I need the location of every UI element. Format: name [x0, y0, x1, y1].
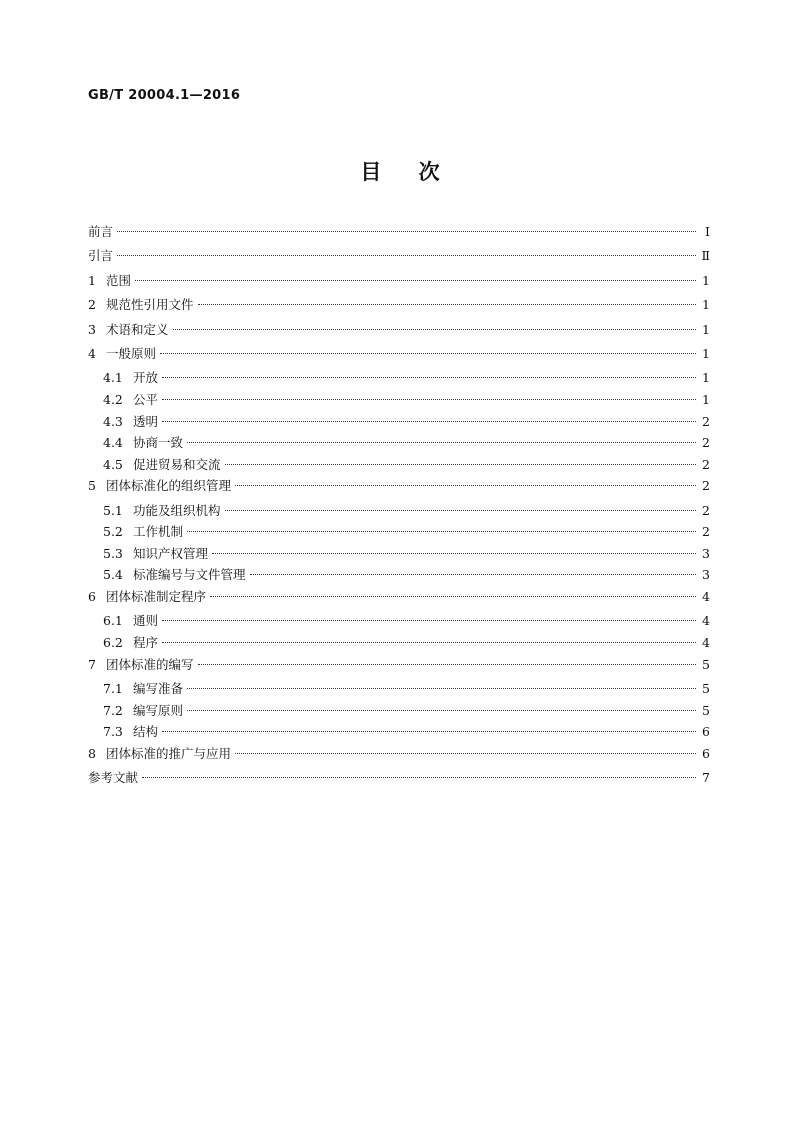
toc-entry[interactable]: [88, 222, 710, 246]
toc-entry-page-number: 6: [702, 724, 710, 740]
dot-leader: [162, 399, 696, 400]
toc-entry[interactable]: [88, 565, 710, 587]
toc-entry-label: 团体标准化的组织管理: [106, 478, 232, 494]
toc-entry-number: 8: [88, 745, 96, 761]
dot-leader: [198, 304, 696, 305]
toc-entry[interactable]: [88, 433, 710, 455]
toc-entry[interactable]: [88, 679, 710, 701]
toc-entry-label: 通则: [133, 613, 159, 629]
toc-entry-page-number: 2: [702, 524, 710, 540]
toc-entry-number: 7.1: [103, 681, 123, 697]
dot-leader: [117, 231, 696, 232]
toc-entry[interactable]: [88, 722, 710, 744]
toc-entry-number: 6: [88, 589, 96, 605]
toc-entry[interactable]: [88, 587, 710, 611]
dot-leader: [162, 642, 696, 643]
dot-leader: [160, 353, 696, 354]
toc-entry-page-number: 1: [702, 272, 710, 288]
toc-entry-label: 编写原则: [133, 702, 184, 718]
toc-entry[interactable]: [88, 246, 710, 270]
dot-leader: [250, 574, 696, 575]
dot-leader: [142, 777, 696, 778]
toc-entry-label: 引言: [88, 248, 114, 264]
dot-leader: [162, 620, 696, 621]
toc-entry-number: 4.5: [103, 456, 123, 472]
toc-entry-page-number: 7: [702, 770, 710, 786]
toc-entry-number: 5: [88, 478, 96, 494]
dot-leader: [198, 664, 696, 665]
dot-leader: [162, 421, 696, 422]
toc-entry-page-number: 5: [702, 681, 710, 697]
toc-entry[interactable]: [88, 768, 710, 792]
toc-entry-page-number: 5: [702, 656, 710, 672]
toc-entry[interactable]: [88, 544, 710, 566]
dot-leader: [187, 442, 696, 443]
toc-entry-label: 前言: [88, 224, 114, 239]
toc-entry-number: 5.2: [103, 524, 123, 540]
toc-entry-number: 4: [88, 345, 96, 361]
toc-entry-label: 开放: [133, 370, 159, 386]
toc-entry-number: 4.1: [103, 370, 123, 386]
toc-title: 目 次: [360, 160, 440, 184]
dot-leader: [187, 710, 696, 711]
toc-entry[interactable]: [88, 390, 710, 412]
toc-entry-label: 规范性引用文件: [106, 297, 194, 313]
toc-entry-label: 公平: [133, 391, 159, 407]
toc-entry-page-number: 6: [702, 745, 710, 761]
dot-leader: [225, 510, 696, 511]
dot-leader: [235, 485, 696, 486]
toc-entry-page-number: Ⅱ: [701, 248, 710, 264]
dot-leader: [162, 377, 696, 378]
toc-entry-page-number: 3: [702, 545, 710, 561]
toc-entry[interactable]: [88, 501, 710, 523]
toc-entry-number: 6.1: [103, 613, 123, 629]
toc-entry-page-number: 1: [702, 370, 710, 386]
toc-entry-page-number: 1: [702, 321, 710, 337]
toc-entry[interactable]: [88, 633, 710, 655]
toc-entry[interactable]: [88, 295, 710, 319]
toc-entry-page-number: 1: [702, 391, 710, 407]
toc-entry-label: 工作机制: [133, 524, 184, 540]
toc-entry-label: 范围: [106, 272, 132, 288]
toc-entry[interactable]: [88, 271, 710, 295]
toc-entry-page-number: 2: [702, 502, 710, 518]
dot-leader: [187, 688, 696, 689]
dot-leader: [135, 280, 696, 281]
toc-entry-number: 2: [88, 297, 96, 313]
toc-entry-number: 5.3: [103, 545, 123, 561]
toc-entry[interactable]: [88, 744, 710, 768]
toc-entry-number: 1: [88, 272, 96, 288]
toc-entry[interactable]: [88, 368, 710, 390]
toc-entry-page-number: 2: [702, 456, 710, 472]
toc-entry[interactable]: [88, 412, 710, 434]
toc-entry[interactable]: [88, 522, 710, 544]
toc-entry[interactable]: [88, 476, 710, 500]
toc-entry-label: 团体标准的推广与应用: [106, 745, 232, 761]
dot-leader: [210, 596, 696, 597]
toc-entry-label: 知识产权管理: [133, 545, 209, 561]
toc-entry-page-number: 5: [702, 702, 710, 718]
toc-entry-label: 团体标准的编写: [106, 656, 194, 672]
toc-entry-number: 7.3: [103, 724, 123, 740]
toc-entry-label: 促进贸易和交流: [133, 456, 221, 472]
toc-entry-page-number: 1: [702, 345, 710, 361]
toc-entry-label: 参考文献: [88, 770, 139, 786]
toc-entry-number: 3: [88, 321, 96, 337]
toc-entry-label: 协商一致: [133, 435, 184, 451]
toc-entry-label: 标准编号与文件管理: [133, 567, 246, 583]
toc-entry-label: 透明: [133, 413, 159, 429]
toc-entry[interactable]: [88, 655, 710, 679]
toc-entry-page-number: 2: [702, 478, 710, 494]
toc-entry[interactable]: [88, 611, 710, 633]
toc-entry-number: 7: [88, 656, 96, 672]
toc-entry[interactable]: [88, 455, 710, 477]
toc-entry[interactable]: [88, 701, 710, 723]
toc-entry-page-number: 4: [702, 589, 710, 605]
toc-entry[interactable]: [88, 344, 710, 368]
toc-entry-page-number: 2: [702, 413, 710, 429]
table-of-contents: [88, 222, 710, 793]
toc-entry-page-number: 4: [702, 613, 710, 629]
dot-leader: [235, 753, 696, 754]
dot-leader: [162, 731, 696, 732]
toc-entry-page-number: 3: [702, 567, 710, 583]
toc-entry-label: 术语和定义: [106, 321, 169, 337]
toc-entry-label: 程序: [133, 635, 159, 651]
toc-entry-number: 5.1: [103, 502, 123, 518]
toc-entry-label: 编写准备: [133, 681, 184, 697]
toc-entry-page-number: Ⅰ: [705, 224, 710, 239]
toc-entry-page-number: 2: [702, 435, 710, 451]
dot-leader: [187, 531, 696, 532]
toc-entry-number: 6.2: [103, 635, 123, 651]
dot-leader: [173, 329, 696, 330]
toc-entry-label: 一般原则: [106, 345, 157, 361]
dot-leader: [212, 553, 696, 554]
dot-leader: [117, 255, 696, 256]
toc-entry-label: 结构: [133, 724, 159, 740]
toc-entry-number: 4.3: [103, 413, 123, 429]
dot-leader: [225, 464, 696, 465]
toc-entry-number: 5.4: [103, 567, 123, 583]
toc-entry-number: 4.2: [103, 391, 123, 407]
toc-entry[interactable]: [88, 320, 710, 344]
toc-entry-label: 功能及组织机构: [133, 502, 221, 518]
toc-entry-number: 4.4: [103, 435, 123, 451]
toc-entry-page-number: 1: [702, 297, 710, 313]
toc-entry-label: 团体标准制定程序: [106, 589, 207, 605]
toc-entry-number: 7.2: [103, 702, 123, 718]
document-code: GB/T 20004.1—2016: [88, 88, 241, 103]
toc-entry-page-number: 4: [702, 635, 710, 651]
